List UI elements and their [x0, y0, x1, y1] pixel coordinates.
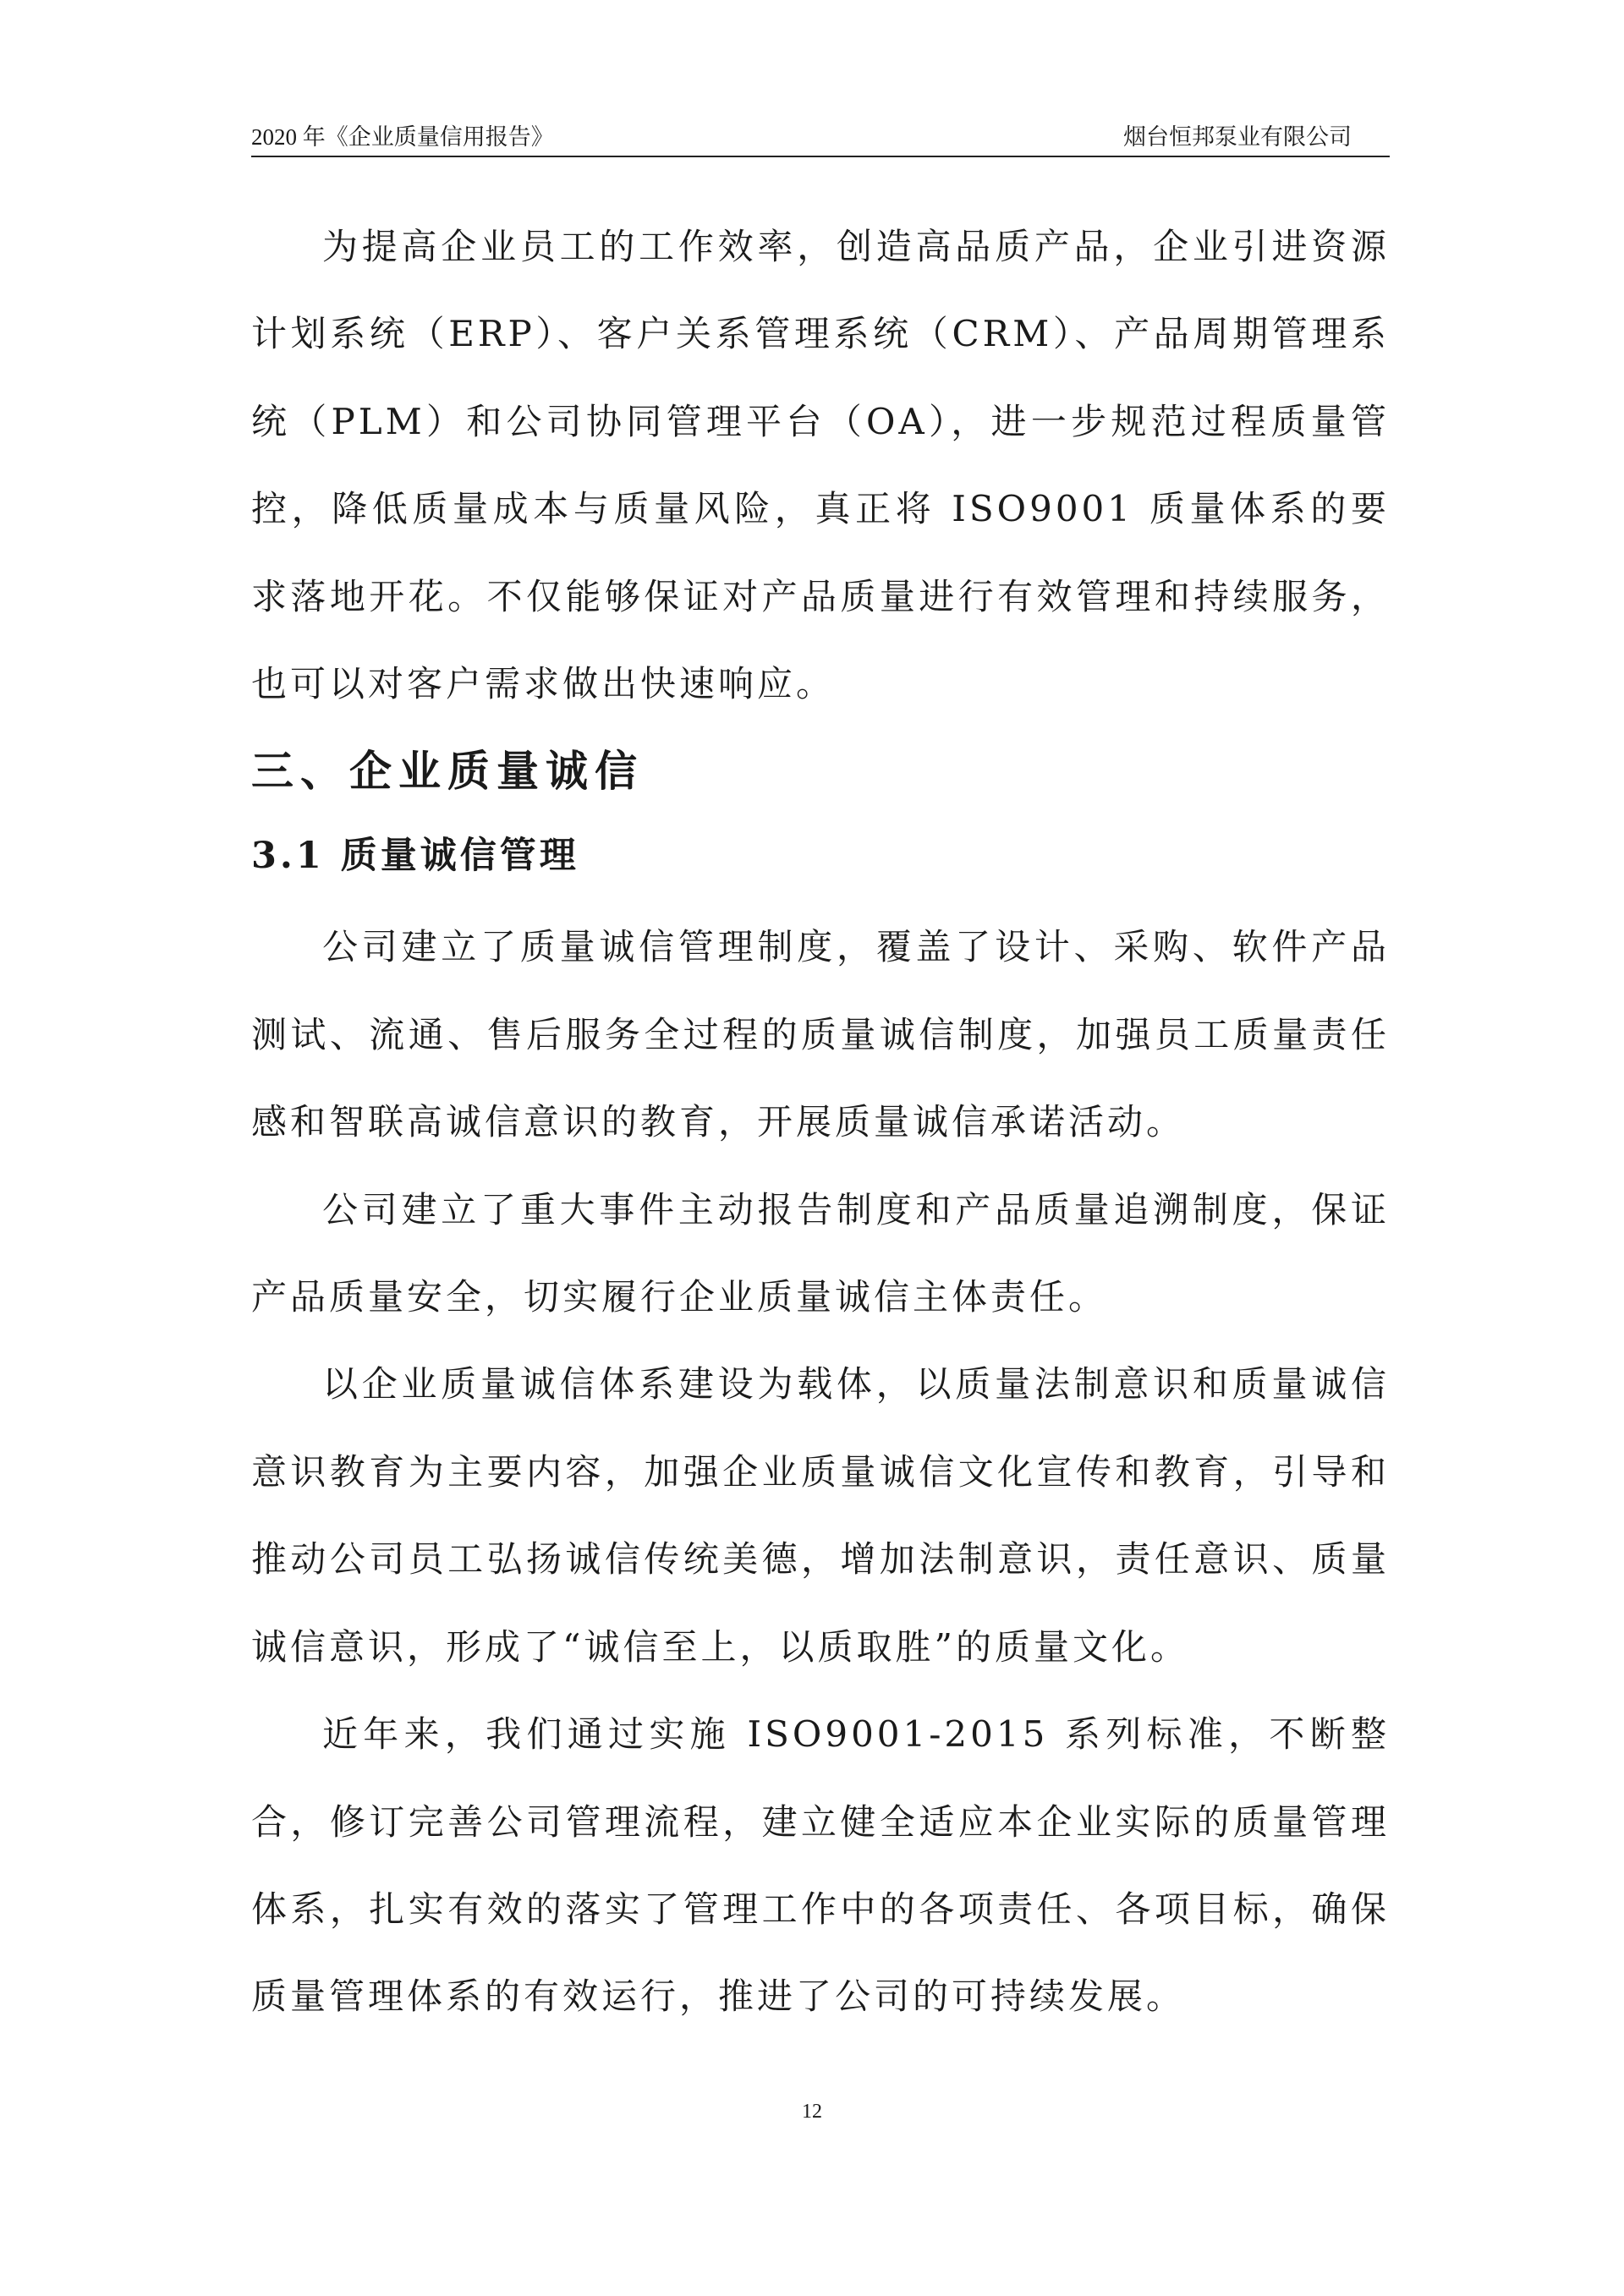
subsection-heading: 3.1 质量诚信管理 [251, 835, 579, 878]
company-name: 烟台恒邦泵业有限公司 [1123, 124, 1352, 150]
page-number: 12 [802, 2101, 822, 2123]
page-header [251, 118, 1390, 156]
paragraph-systems: 为提高企业员工的工作效率，创造高品质产品，企业引进资源计划系统（ERP）、客户关系管理系统（CRM）、产品周期管理系统（PLM）和公司协同管理平台（OA），进一步规范过程质量管控，降低质量成本与质量风险，真正将 ISO9001 质量体系的要求落地开花。不仅能够保证对产品质量进行有效管理和持续服务，也可以对客户需求做出快速响应。 [251, 226, 1390, 705]
paragraph-integrity-culture: 以企业质量诚信体系建设为载体，以质量法制意识和质量诚信意识教育为主要内容，加强企业质量诚信文化宣传和教育，引导和推动公司员工弘扬诚信传统美德，增加法制意识，责任意识、质量诚信意识，形成了“诚信至上，以质取胜”的质量文化。 [251, 1363, 1390, 1668]
paragraph-integrity-system: 公司建立了质量诚信管理制度，覆盖了设计、采购、软件产品测试、流通、售后服务全过程的质量诚信制度，加强员工质量责任感和智联高诚信意识的教育，开展质量诚信承诺活动。 [251, 926, 1390, 1143]
section-heading: 三、企业质量诚信 [251, 746, 644, 797]
page-body [251, 203, 1390, 2041]
paragraph-reporting-system: 公司建立了重大事件主动报告制度和产品质量追溯制度，保证产品质量安全，切实履行企业质量诚信主体责任。 [251, 1188, 1390, 1318]
header-divider [251, 156, 1390, 157]
report-title: 2020 年《企业质量信用报告》 [251, 124, 554, 150]
paragraph-iso-standard: 近年来，我们通过实施 ISO9001-2015 系列标准，不断整合，修订完善公司管理流程，建立健全适应本企业实际的质量管理体系，扎实有效的落实了管理工作中的各项责任、各项目标，确保质量管理体系的有效运行，推进了公司的可持续发展。 [251, 1713, 1390, 2018]
